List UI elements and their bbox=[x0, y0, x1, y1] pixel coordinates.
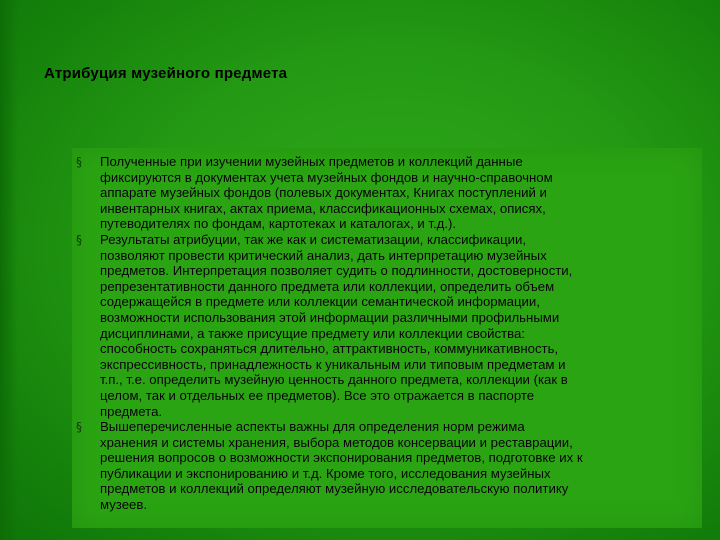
section-sign-icon: § bbox=[76, 232, 82, 247]
section-sign-icon: § bbox=[76, 155, 82, 169]
bullet-text: Результаты атрибуции, так же как и систематизации, классификации, позволяют провести критический анализ, дать интерпретацию музейных предметов. Интерпретация позволяет судить о подлинности, достоверности, репрезентативности данного предмета или коллекции, определить объем содержащейся в предмете или коллекции семантической информации, возможности использования этой информации различными профильными дисциплинами, а также присущие предмету или коллекции свойства: способность сохраняться длительно, аттрактивность, коммуникативность, экспрессивность, принадлежность к уникальным или типовым предметам и т.п., т.е. определить музейную ценность данного предмета, коллекции (как в целом, так и отдельных ее предметов). Все это отражается в паспорте предмета. bbox=[100, 231, 573, 419]
slide-title: Атрибуция музейного предмета bbox=[44, 65, 288, 82]
left-edge-band bbox=[0, 0, 18, 540]
content-panel bbox=[72, 148, 702, 528]
bullet-item bbox=[72, 232, 702, 419]
bullet-item bbox=[72, 419, 702, 513]
section-sign-icon: § bbox=[76, 420, 82, 435]
bullet-list bbox=[72, 154, 702, 513]
bullet-text: Вышеперечисленные аспекты важны для определения норм режима хранения и системы хранения, выбора методов консервации и реставрации, решения вопросов о возможности экспонирования предметов, подготовке их к публикации и экспонированию и т.д. Кроме того, исследования музейных предметов и коллекций определяют музейную исследовательскую политику музеев. bbox=[100, 419, 583, 513]
bullet-text: Полученные при изучении музейных предметов и коллекций данные фиксируются в документах учета музейных фондов и научно-справочном аппарате музейных фондов (полевых документах, Книгах поступлений и инвентарных книгах, актах приема, классификационных схемах, описях, путеводителях по фондам, картотеках и каталогах, и т.д.). bbox=[100, 154, 553, 232]
bullet-item bbox=[72, 154, 702, 232]
